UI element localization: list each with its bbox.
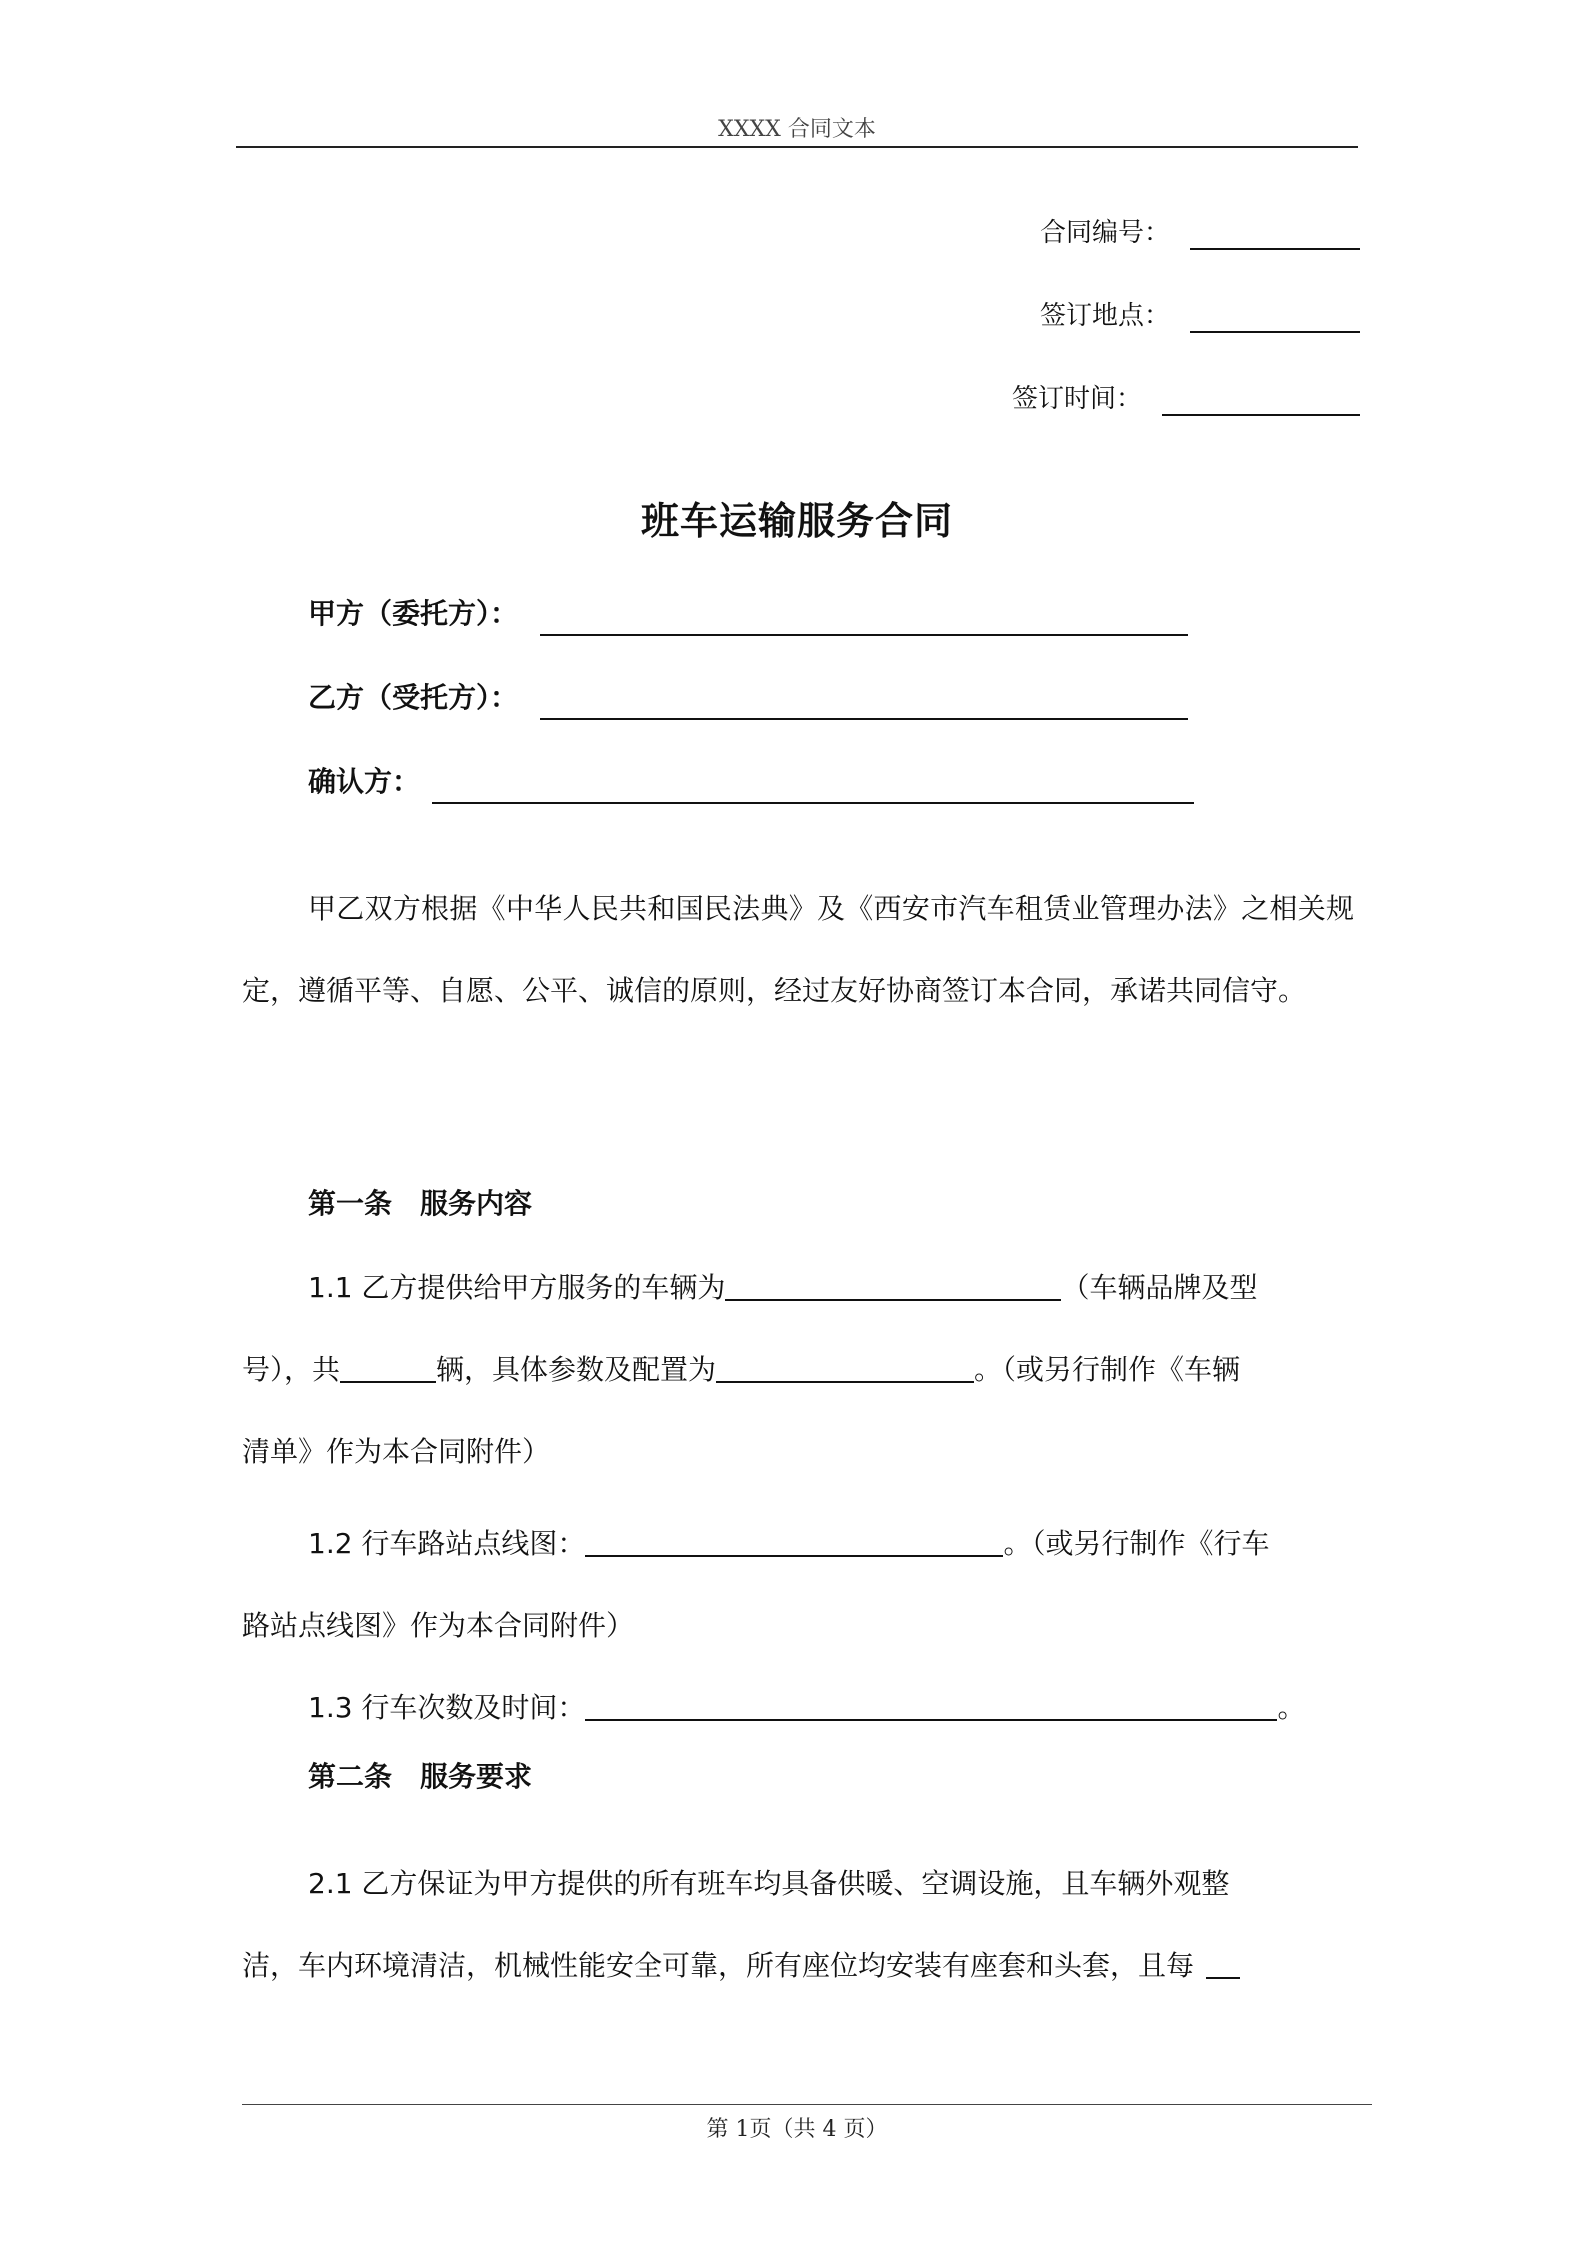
clause-2-1-line-2 (242, 1944, 1240, 1984)
article-1-heading: 第一条 服务内容 (308, 1187, 533, 1220)
party-a-label: 甲方（委托方）： (308, 597, 519, 630)
clause-1-2-line-1 (308, 1522, 1269, 1562)
document-title: 班车运输服务合同 (640, 499, 953, 543)
party-b-label: 乙方（受托方）： (308, 681, 519, 714)
party-b-blank (540, 718, 1188, 720)
contract-number-blank (1190, 248, 1360, 250)
clause-1-3-text-a: 1.3 行车次数及时间： (308, 1691, 586, 1724)
confirmer-field (308, 760, 1194, 810)
vehicle-brand-blank (725, 1269, 1061, 1301)
clause-1-3-line-1 (308, 1686, 1305, 1726)
clause-1-1-line-1 (308, 1266, 1257, 1306)
clause-1-2-text-b: 。（或另行制作《行车 (1003, 1527, 1270, 1560)
clause-2-1-line-1 (308, 1862, 1229, 1902)
confirmer-blank (432, 802, 1194, 804)
clause-1-1-text-d: 辆，具体参数及配置为 (436, 1353, 717, 1386)
clause-1-1-text-a: 1.1 乙方提供给甲方服务的车辆为 (308, 1271, 726, 1304)
page-number: 第 1页（共 4 页） (706, 2117, 888, 2142)
preamble-paragraph: 甲乙双方根据《中华人民共和国民法典》及《西安市汽车租赁业管理办法》之相关规定，遵循平等、自愿、公平、诚信的原则，经过友好协商签订本合同，承诺共同信守。 (242, 892, 1354, 1007)
clause-1-2-text-a: 1.2 行车路站点线图： (308, 1527, 586, 1560)
party-a-blank (540, 634, 1188, 636)
route-map-blank (585, 1525, 1003, 1557)
clause-2-1-text-b: 洁，车内环境清洁，机械性能安全可靠，所有座位均安装有座套和头套，且每 (242, 1949, 1195, 1982)
sign-time-label: 签订时间： (1011, 384, 1142, 414)
article-2-heading: 第二条 服务要求 (308, 1760, 533, 1793)
header-divider (236, 146, 1358, 148)
clause-1-2-line-2 (242, 1604, 634, 1644)
sign-time-field (900, 378, 1360, 418)
vehicle-config-blank (716, 1351, 974, 1383)
clause-1-1-text-b: （车辆品牌及型 (1061, 1271, 1258, 1304)
running-header: XXXX 合同文本 (718, 117, 876, 142)
clause-1-3-text-b: 。 (1277, 1691, 1306, 1724)
footer-divider (242, 2104, 1372, 2105)
party-b-field (308, 676, 1188, 726)
contract-number-label: 合同编号： (1039, 218, 1170, 248)
clause-2-1-blank (1206, 1947, 1240, 1979)
clause-1-1-line-3 (242, 1430, 550, 1470)
party-a-field (308, 592, 1188, 642)
vehicle-count-blank (340, 1351, 436, 1383)
sign-place-label: 签订地点： (1039, 301, 1170, 331)
clause-1-2-text-c: 路站点线图》作为本合同附件） (242, 1609, 635, 1642)
sign-time-blank (1162, 414, 1360, 416)
contract-number-field (900, 212, 1360, 252)
clause-1-1-text-f: 清单》作为本合同附件） (242, 1435, 551, 1468)
confirmer-label: 确认方： (308, 765, 421, 798)
clause-1-1-text-c: 号），共 (242, 1353, 341, 1386)
clause-1-1-line-2 (242, 1348, 1240, 1388)
sign-place-field (900, 295, 1360, 335)
trip-schedule-blank (585, 1689, 1277, 1721)
clause-1-1-text-e: 。（或另行制作《车辆 (974, 1353, 1241, 1386)
sign-place-blank (1190, 331, 1360, 333)
clause-2-1-text-a: 2.1 乙方保证为甲方提供的所有班车均具备供暖、空调设施，且车辆外观整 (308, 1867, 1230, 1900)
